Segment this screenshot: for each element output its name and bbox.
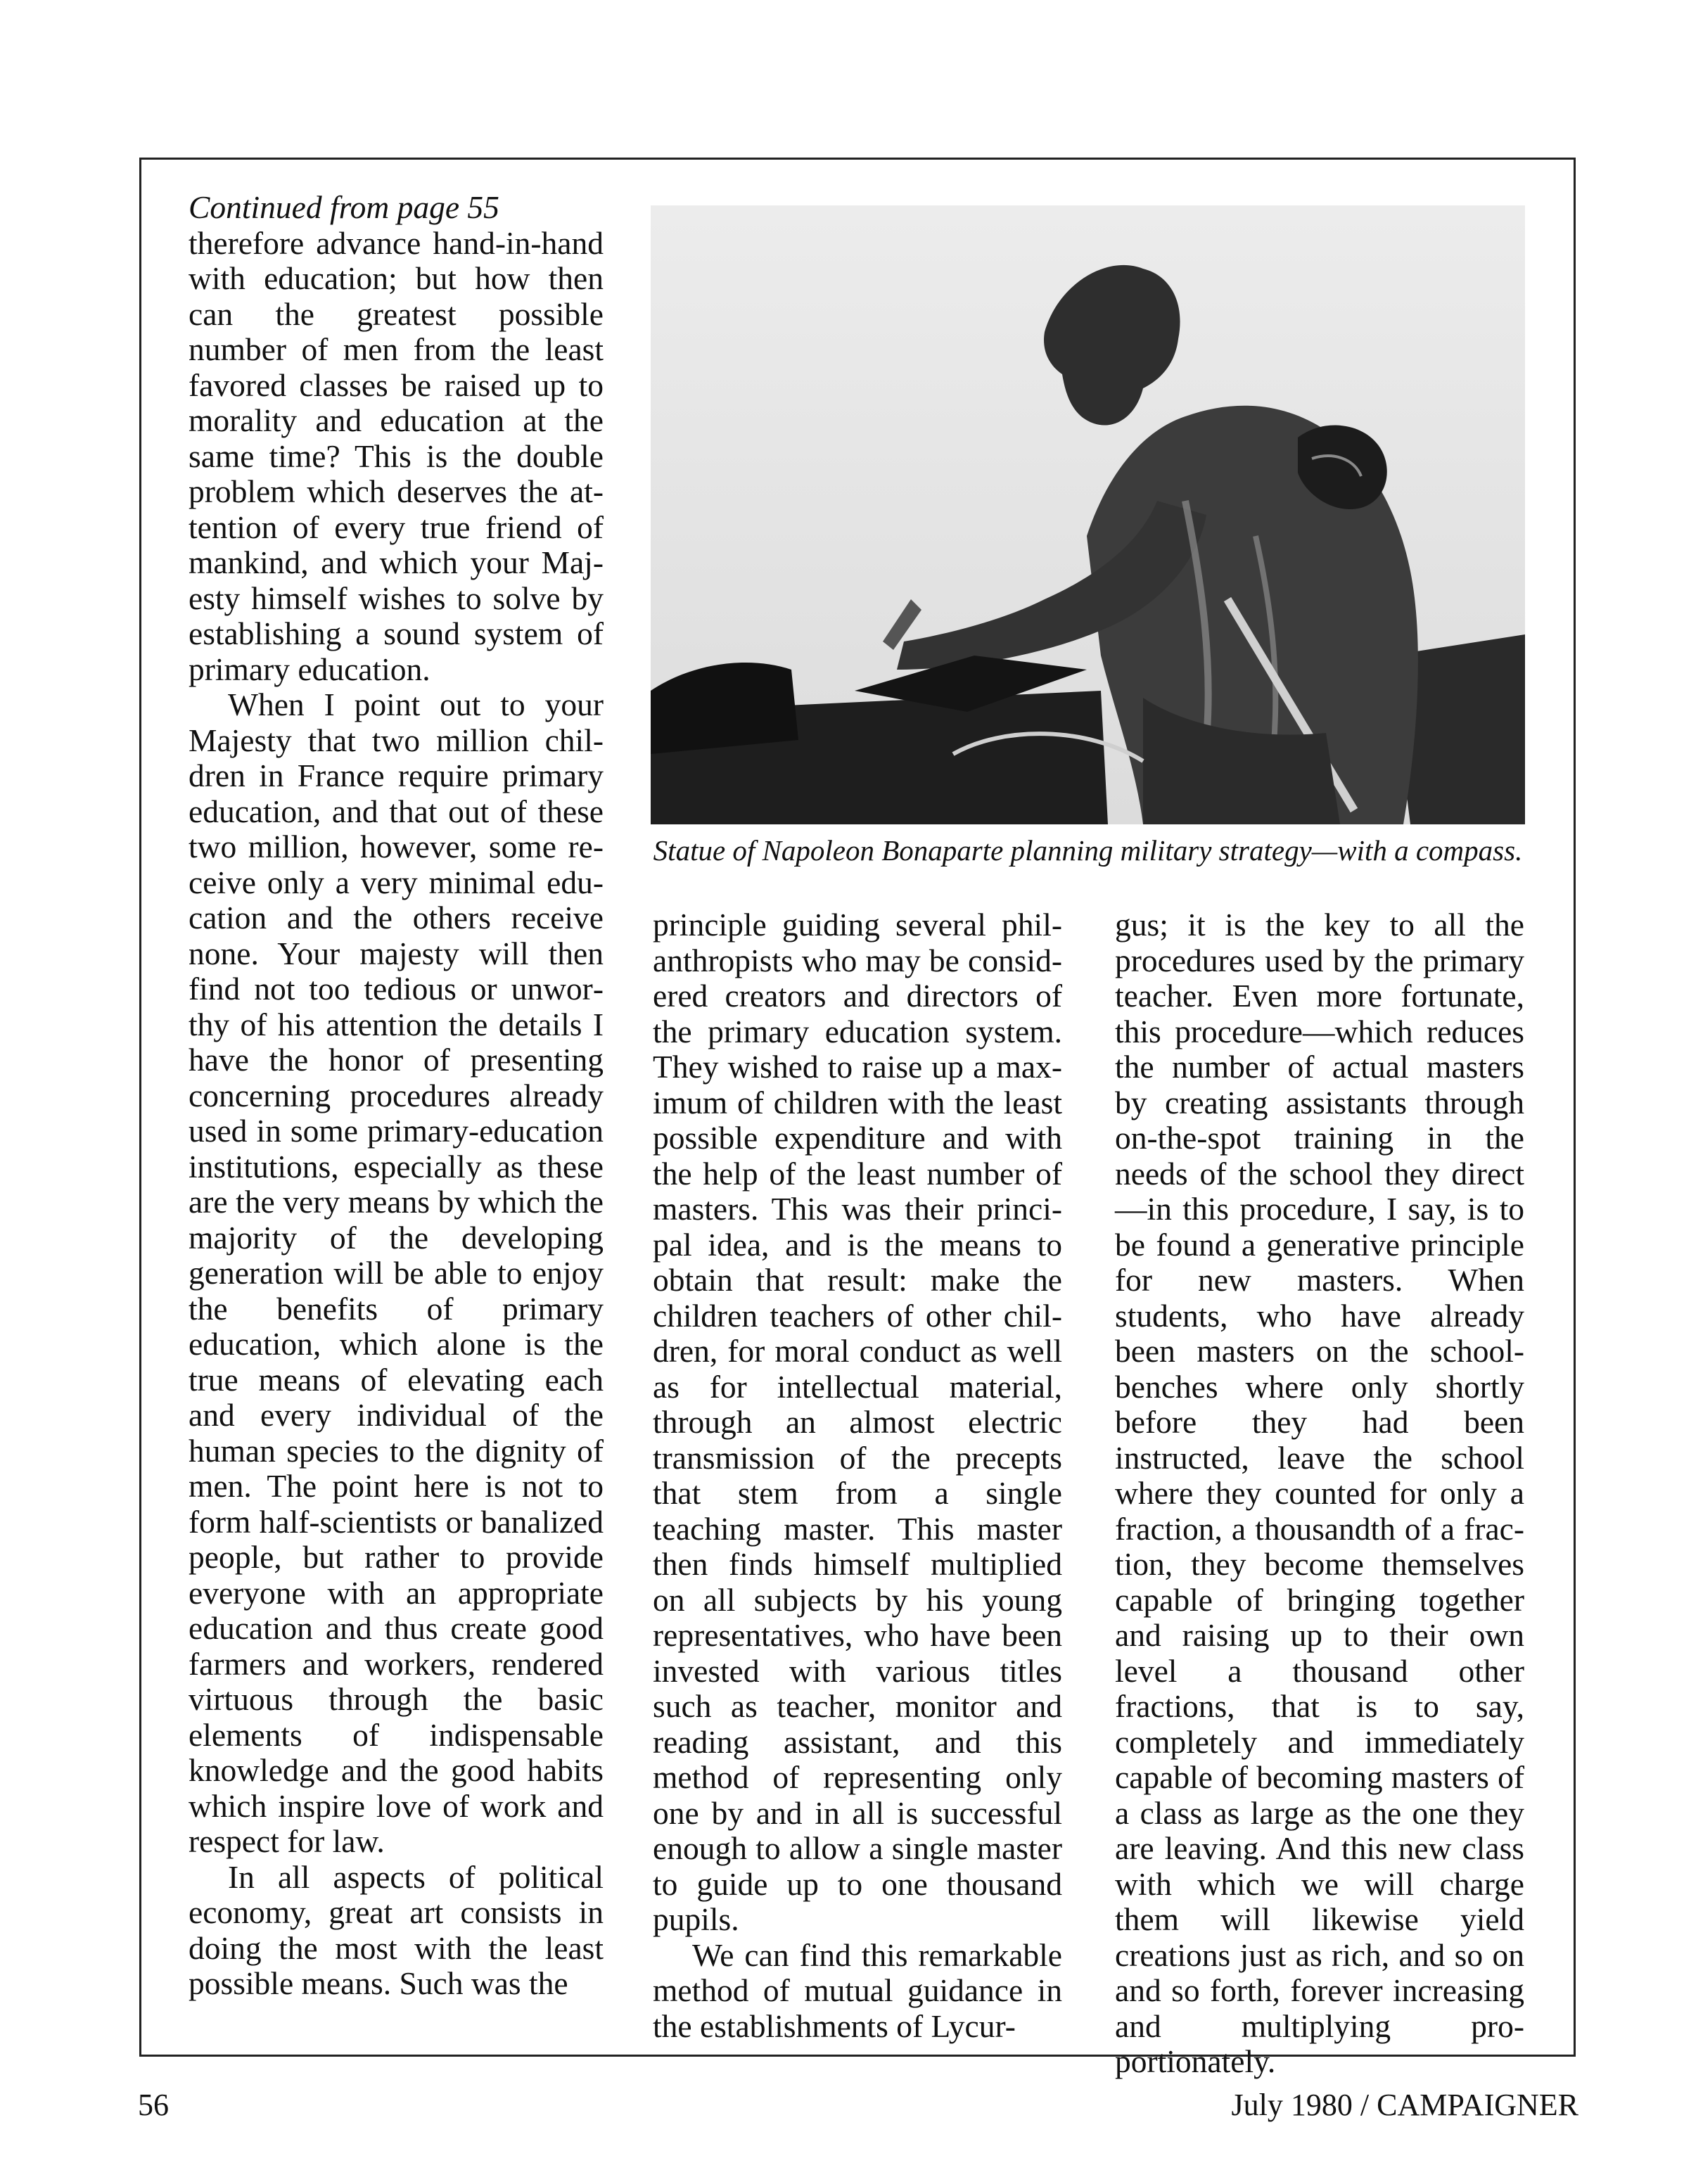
paragraph: gus; it is the key to all the procedures used by the primary teacher. Even more fortunate, this procedure—which reduces the number of actual masters by creating assistants through on-the-spot training in the needs of the school they direct—in this procedure, I say, is to be found a generative principle for new masters. When students, who have already been masters on the school-benches where only shortly before they had been instructed, leave the school where they counted for only a fraction, a thousandth of a fraction, they become themselves capable of bringing together and raising up to their own level a thousand other fractions, that is to say, completely and immediately capable of becoming masters of a class as large as the one they are leaving. And this new class with which we will charge them will likewise yield creations just as rich, and so on and so forth, forever increasing and multiplying proportionately. bbox=[1115, 907, 1524, 2079]
paragraph: principle guiding several philanthropists who may be considered creators and directors of the primary education system. They wished to raise up a maximum of children with the least possible expenditure and with the help of the least number of masters. This was their principal idea, and is the means to obtain that result: make the children teachers of other children, for moral conduct as well as for intellectual material, through an almost electric transmission of the precepts that stem from a single teaching master. This master then finds himself multiplied on all subjects by his young representatives, who have been invested with various titles such as teacher, monitor and reading assistant, and this method of representing only one by and in all is successful enough to allow a single master to guide up to one thousand pupils. bbox=[653, 907, 1062, 1937]
page-number: 56 bbox=[138, 2088, 169, 2122]
article-column-1 bbox=[189, 190, 604, 2002]
article-column-2 bbox=[653, 907, 1062, 2044]
article-column-3 bbox=[1115, 907, 1524, 2080]
issue-line: July 1980 / CAMPAIGNER bbox=[1231, 2088, 1578, 2122]
continued-note: Continued from page 55 bbox=[189, 189, 499, 225]
statue-image bbox=[651, 205, 1525, 824]
paragraph: therefore advance hand-in-hand with education; but how then can the greatest possible number of men from the least favored classes be raised up to morality and education at the same time? This is the double problem which deserves the attention of every true friend of mankind, and which your Majesty himself wishes to solve by establishing a sound system of primary education. bbox=[189, 224, 604, 687]
paragraph: We can find this remarkable method of mutual guidance in the establishments of Lycur- bbox=[653, 1936, 1062, 2044]
paragraph: When I point out to your Majesty that two million children in France require primary education, and that out of these two million, however, some receive only a very minimal education and the others receive none. Your majesty will then find not too tedious or unworthy of his attention the details I have the honor of presenting concerning procedures already used in some primary-education institutions, especially as these are the very means by which the majority of the developing generation will be able to enjoy the benefits of primary education, which alone is the true means of elevating each and every individual of the human species to the dignity of men. The point here is not to form half-scientists or banalized people, but rather to provide everyone with an appropriate education and thus create good farmers and workers, rendered virtuous through the basic elements of indispensable knowledge and the good habits which inspire love of work and respect for law. bbox=[189, 687, 604, 1859]
photo-caption: Statue of Napoleon Bonaparte planning military strategy—with a compass. bbox=[653, 834, 1523, 867]
paragraph: In all aspects of political economy, great art consists in doing the most with the least possible means. Such was the bbox=[189, 1858, 604, 2001]
napoleon-statue-photo bbox=[651, 205, 1525, 824]
